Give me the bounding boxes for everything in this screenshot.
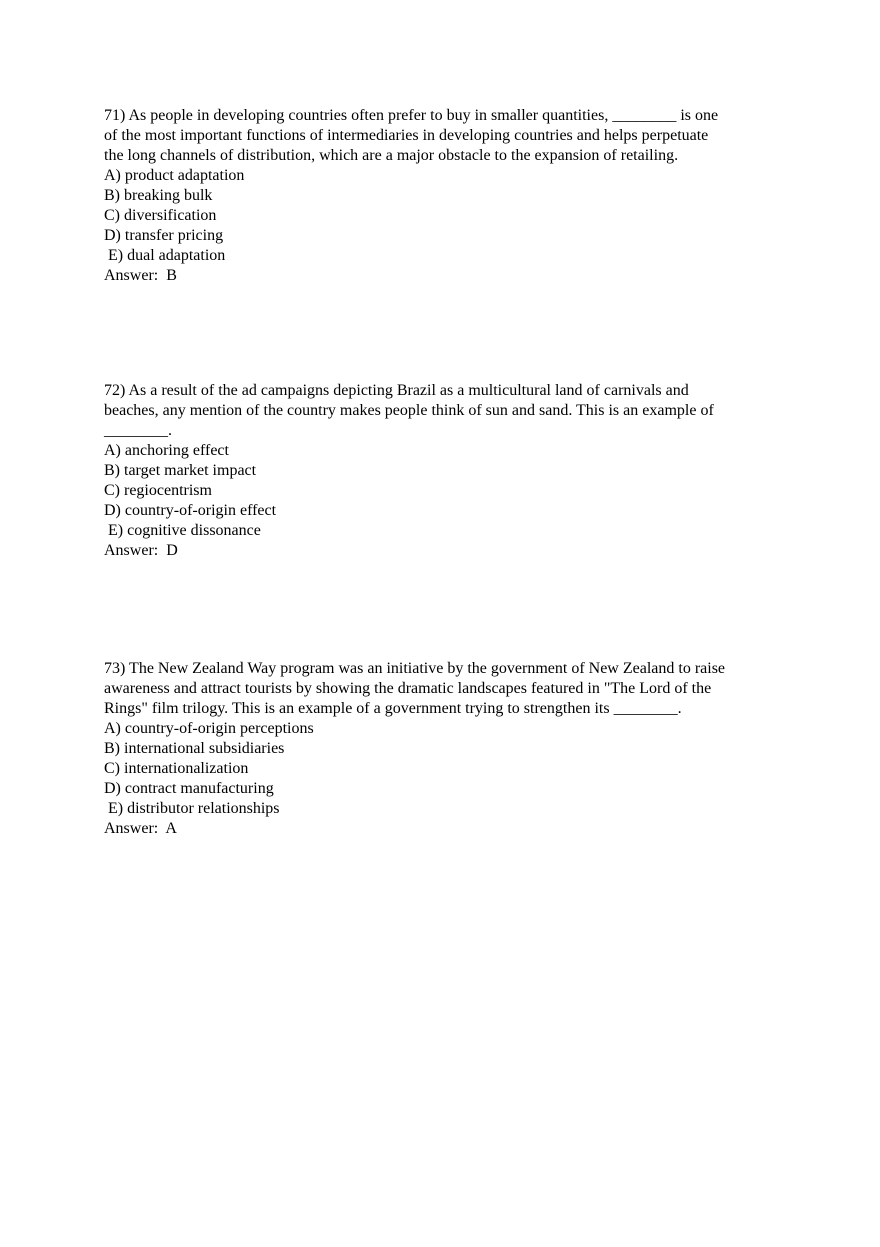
option-c: C) regiocentrism (104, 482, 212, 499)
question-stem-line: Rings" film trilogy. This is an example of a government trying to strengthen its ________. (104, 700, 682, 717)
question-stem-line: 72) As a result of the ad campaigns depicting Brazil as a multicultural land of carnivals and (104, 382, 689, 399)
option-b: B) target market impact (104, 462, 257, 479)
question-73 (104, 659, 784, 839)
option-c: C) internationalization (104, 760, 249, 777)
question-71 (104, 106, 784, 286)
option-a: A) anchoring effect (104, 442, 229, 459)
question-stem-line: ________. (104, 422, 172, 439)
option-e: E) dual adaptation (104, 247, 226, 264)
question-72 (104, 381, 784, 561)
answer-line: Answer: B (104, 267, 177, 284)
option-a: A) product adaptation (104, 167, 245, 184)
question-stem-line: awareness and attract tourists by showing the dramatic landscapes featured in "The Lord of the (104, 680, 712, 697)
option-a: A) country-of-origin perceptions (104, 720, 314, 737)
option-b: B) breaking bulk (104, 187, 213, 204)
option-d: D) country-of-origin effect (104, 502, 277, 519)
answer-line: Answer: D (104, 542, 178, 559)
answer-line: Answer: A (104, 820, 177, 837)
option-e: E) distributor relationships (104, 800, 280, 817)
option-d: D) contract manufacturing (104, 780, 274, 797)
question-stem-line: of the most important functions of intermediaries in developing countries and helps perpetuate (104, 127, 709, 144)
option-c: C) diversification (104, 207, 217, 224)
option-e: E) cognitive dissonance (104, 522, 261, 539)
question-stem-line: 71) As people in developing countries often prefer to buy in smaller quantities, ________ is one (104, 107, 719, 124)
question-stem-line: the long channels of distribution, which are a major obstacle to the expansion of retailing. (104, 147, 679, 164)
question-stem-line: 73) The New Zealand Way program was an initiative by the government of New Zealand to raise (104, 660, 726, 677)
option-d: D) transfer pricing (104, 227, 224, 244)
option-b: B) international subsidiaries (104, 740, 285, 757)
question-stem-line: beaches, any mention of the country makes people think of sun and sand. This is an example of (104, 402, 714, 419)
